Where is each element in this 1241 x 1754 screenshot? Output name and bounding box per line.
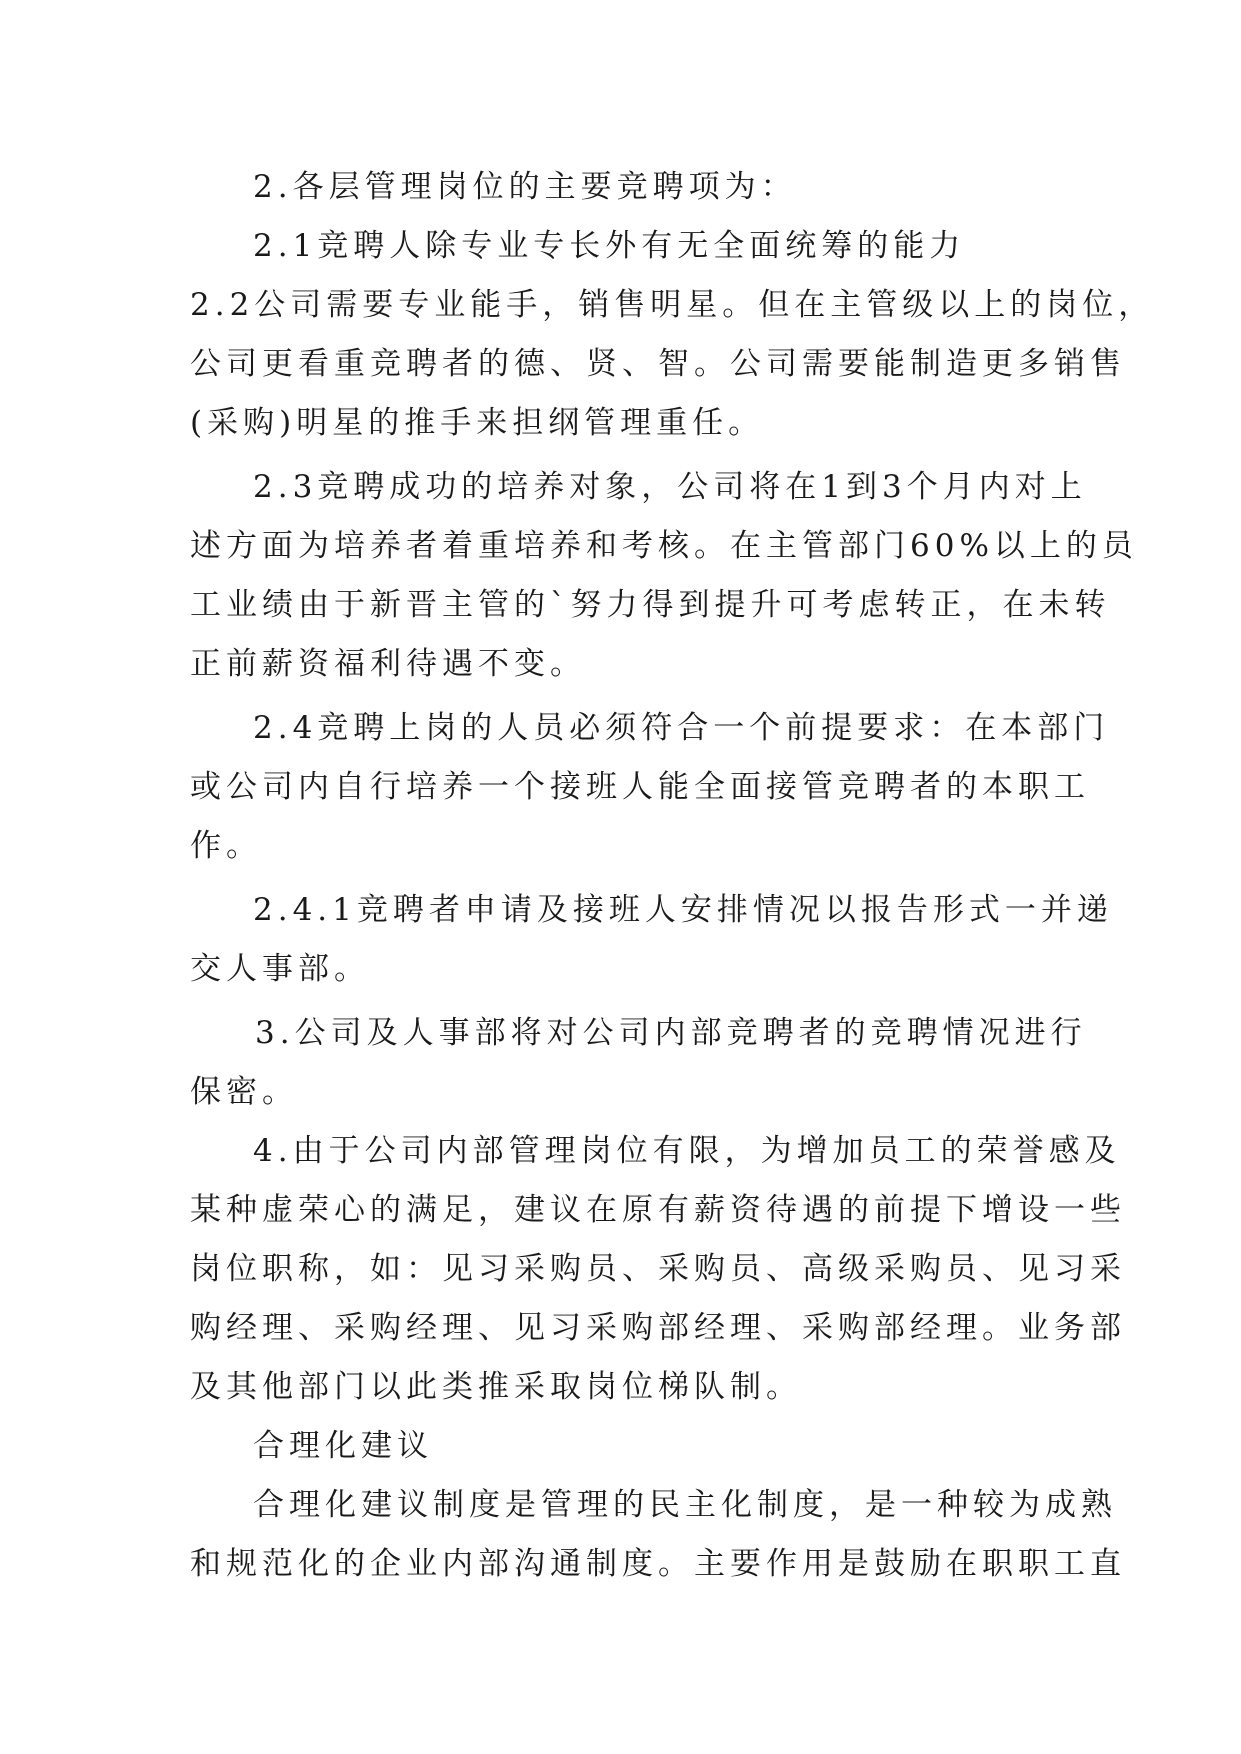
text-line: 及其他部门以此类推采取岗位梯队制。 — [190, 1369, 802, 1405]
paragraph-2-4 — [190, 699, 1110, 876]
text-line: 2.4.1竞聘者申请及接班人安排情况以报告形式一并递 — [253, 892, 1113, 928]
text-line: 岗位职称，如：见习采购员、采购员、高级采购员、见习采 — [190, 1251, 1126, 1287]
text-line: 4.由于公司内部管理岗位有限，为增加员工的荣誉感及 — [253, 1133, 1121, 1169]
text-line: 工业绩由于新晋主管的`努力得到提升可考虑转正，在未转 — [190, 587, 1111, 623]
document-page — [190, 158, 1155, 1594]
text-line: 合理化建议 — [253, 1428, 433, 1464]
paragraph-3 — [190, 1004, 1087, 1122]
paragraph-2-1 — [190, 217, 1055, 276]
text-line: 正前薪资福利待遇不变。 — [190, 646, 586, 682]
text-line: 2.2公司需要专业能手，销售明星。但在主管级以上的岗位， — [190, 287, 1155, 323]
paragraph-2-4-1 — [190, 881, 1113, 999]
text-line: 交人事部。 — [190, 951, 370, 987]
paragraph-2-2 — [190, 276, 1155, 453]
paragraph-4 — [190, 1122, 1126, 1417]
text-line: (采购)明星的推手来担纲管理重任。 — [190, 405, 765, 441]
text-line: 和规范化的企业内部沟通制度。主要作用是鼓励在职职工直 — [190, 1546, 1126, 1582]
text-line: 述方面为培养者着重培养和考核。在主管部门60%以上的员 — [190, 528, 1138, 564]
text-line: 公司更看重竞聘者的德、贤、智。公司需要能制造更多销售 — [190, 346, 1126, 382]
section-heading-rationalization — [190, 1417, 1055, 1476]
paragraph-2-heading — [190, 158, 1055, 217]
text-line: 2.各层管理岗位的主要竞聘项为： — [253, 169, 797, 205]
text-line: 2.3竞聘成功的培养对象，公司将在1到3个月内对上 — [253, 469, 1087, 505]
text-line: 或公司内自行培养一个接班人能全面接管竞聘者的本职工 — [190, 769, 1090, 805]
text-line: 某种虚荣心的满足，建议在原有薪资待遇的前提下增设一些 — [190, 1192, 1126, 1228]
paragraph-rationalization-intro — [190, 1476, 1126, 1594]
text-line: 3.公司及人事部将对公司内部竞聘者的竞聘情况进行 — [255, 1015, 1087, 1051]
text-line: 2.1竞聘人除专业专长外有无全面统筹的能力 — [253, 228, 966, 264]
paragraph-2-3 — [190, 458, 1138, 694]
text-line: 购经理、采购经理、见习采购部经理、采购部经理。业务部 — [190, 1310, 1126, 1346]
text-line: 2.4竞聘上岗的人员必须符合一个前提要求：在本部门 — [253, 710, 1110, 746]
text-line: 保密。 — [190, 1074, 298, 1110]
text-line: 合理化建议制度是管理的民主化制度，是一种较为成熟 — [253, 1487, 1117, 1523]
text-line: 作。 — [190, 828, 262, 864]
